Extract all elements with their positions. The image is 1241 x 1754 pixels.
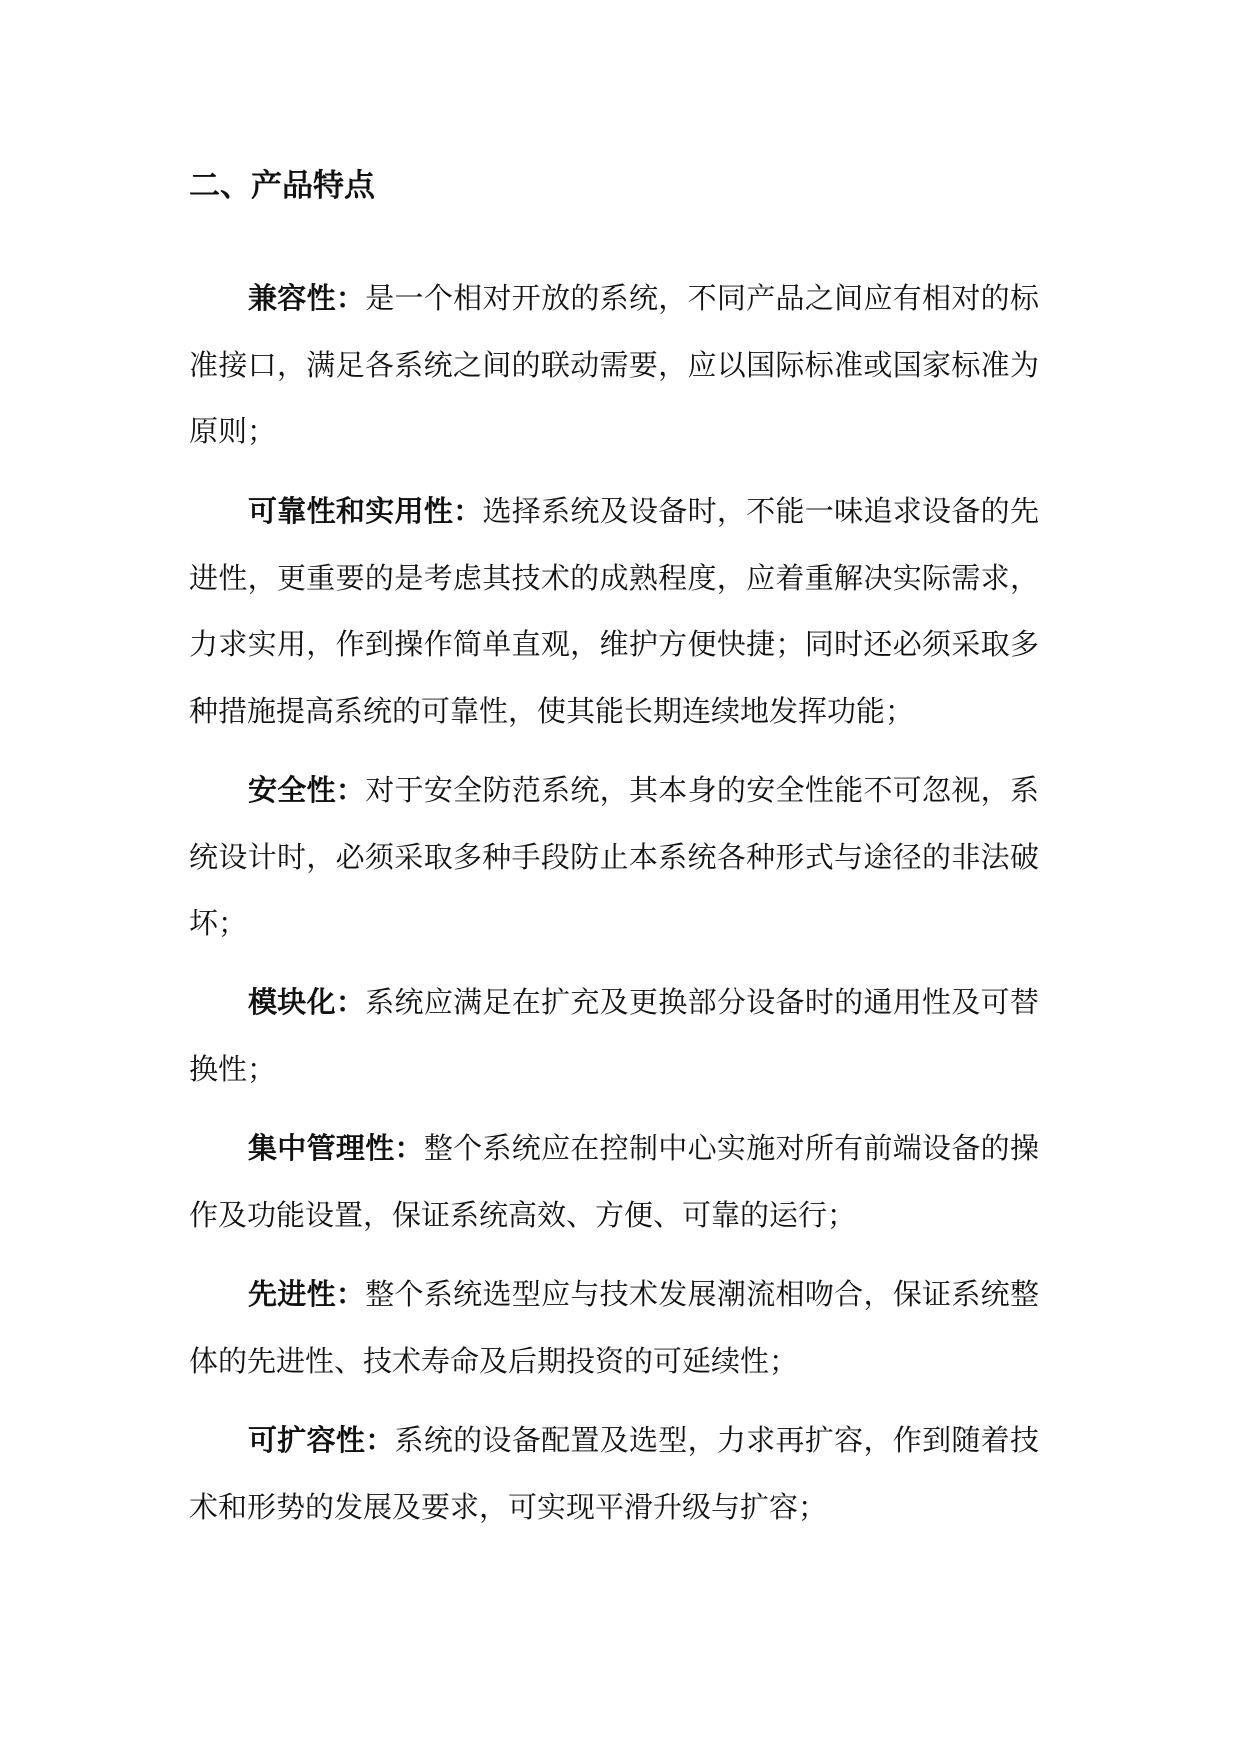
feature-paragraph-advancement [189, 1261, 1039, 1394]
feature-description: 对于安全防范系统，其本身的安全性能不可忽视，系统设计时，必须采取多种手段防止本系统各种形式与途径的非法破坏； [189, 773, 1039, 940]
feature-term: 可扩容性： [248, 1423, 395, 1457]
feature-paragraph-centralized-management [189, 1115, 1039, 1248]
section-heading: 二、产品特点 [189, 168, 375, 204]
feature-term: 可靠性和实用性： [248, 494, 483, 528]
feature-description: 系统的设备配置及选型，力求再扩容，作到随着技术和形势的发展及要求，可实现平滑升级与扩容； [189, 1423, 1039, 1524]
feature-term: 集中管理性： [248, 1131, 424, 1165]
feature-description: 整个系统应在控制中心实施对所有前端设备的操作及功能设置，保证系统高效、方便、可靠的运行； [189, 1131, 1039, 1232]
feature-term: 兼容性： [248, 281, 366, 315]
feature-term: 模块化： [248, 985, 366, 1019]
feature-term: 先进性： [248, 1277, 366, 1311]
feature-description: 是一个相对开放的系统，不同产品之间应有相对的标准接口，满足各系统之间的联动需要，应以国际标准或国家标准为原则； [189, 281, 1039, 448]
feature-paragraph-scalability [189, 1407, 1039, 1540]
feature-paragraph-security [189, 757, 1039, 957]
feature-description: 系统应满足在扩充及更换部分设备时的通用性及可替换性； [189, 985, 1039, 1086]
feature-paragraph-compatibility [189, 265, 1039, 465]
feature-description: 整个系统选型应与技术发展潮流相吻合，保证系统整体的先进性、技术寿命及后期投资的可延续性； [189, 1277, 1039, 1378]
feature-term: 安全性： [248, 773, 366, 807]
feature-description: 选择系统及设备时，不能一味追求设备的先进性，更重要的是考虑其技术的成熟程度，应着重解决实际需求，力求实用，作到操作简单直观，维护方便快捷；同时还必须采取多种措施提高系统的可靠性，使其能长期连续地发挥功能； [189, 494, 1039, 728]
feature-paragraph-modularity [189, 969, 1039, 1102]
feature-paragraph-reliability [189, 478, 1039, 744]
